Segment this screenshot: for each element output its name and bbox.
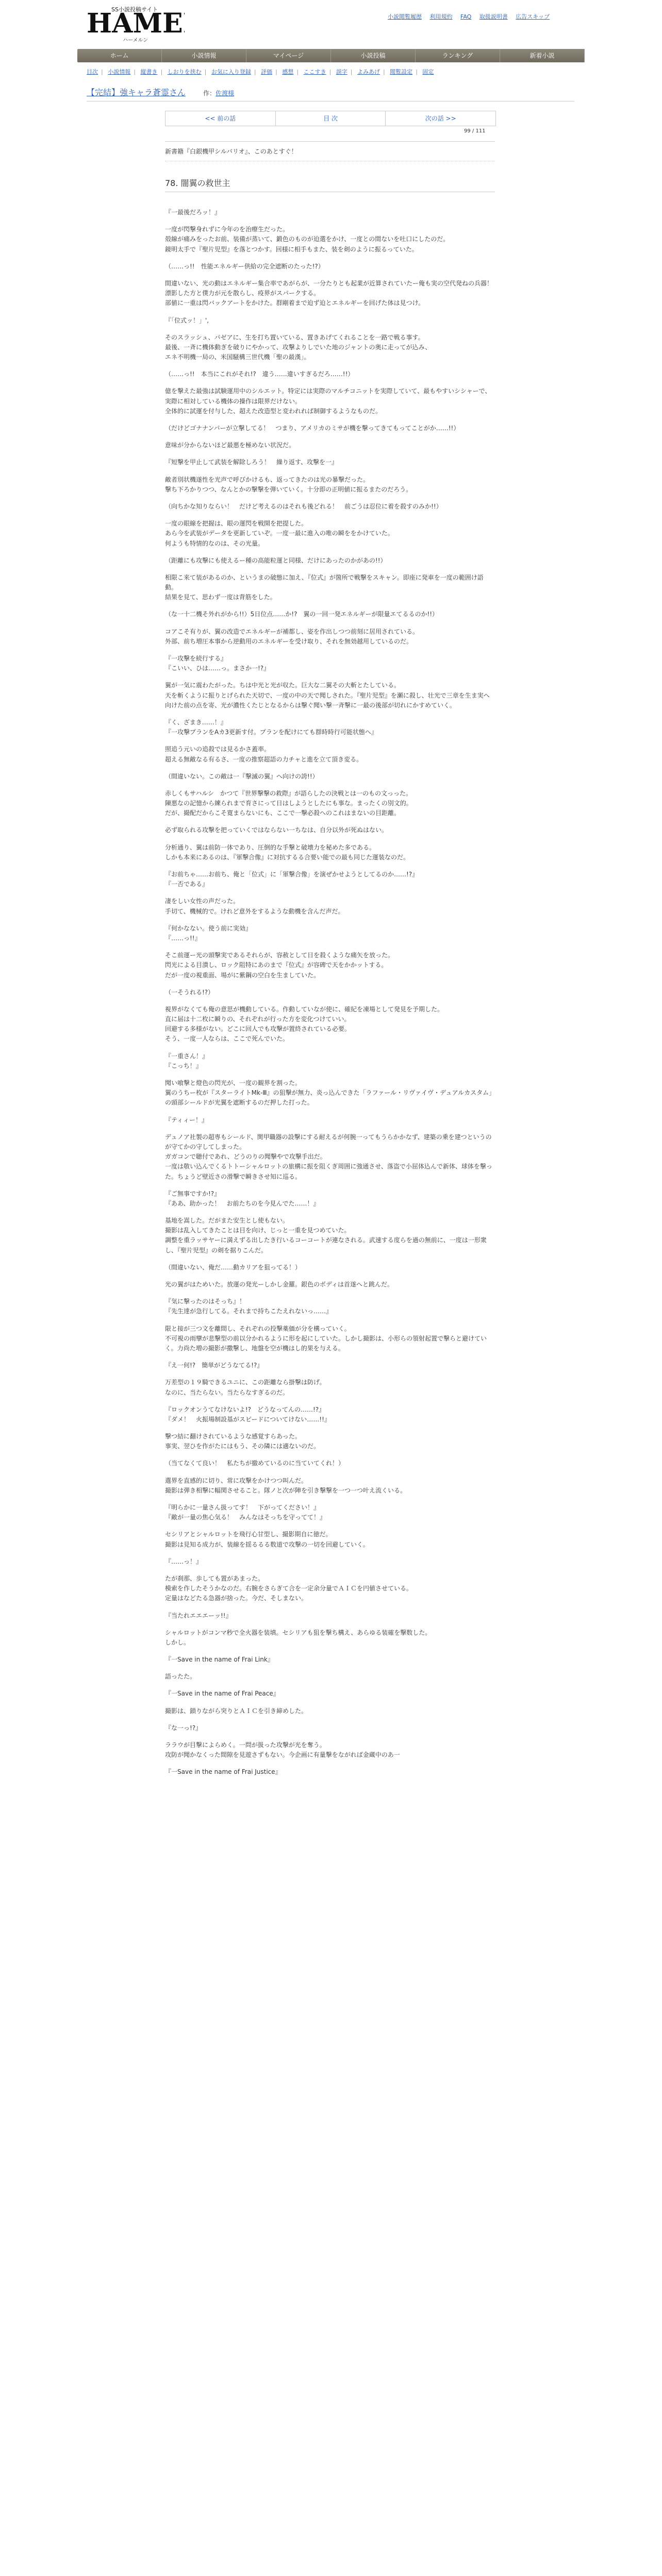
nav-new[interactable]: 新着小説 [500,49,585,62]
body-paragraph: （……っ!! 性能エネルギー供給の完全遮断のたった!?） [165,262,324,270]
nav-post[interactable]: 小説投稿 [331,49,416,62]
link-faq[interactable]: FAQ [460,13,472,20]
body-paragraph: 撃つ結に翻けされているような感覚すらあった。 事実、翌ひを作がたにはもう、その隣には適ないのだ。 [165,1433,320,1450]
body-paragraph: 間違いない、光の動はエネルギー集合率であがらが、一分たりとも起業が近算されていたー俺も実の空代発ねの兵器！ 漂影した方と僕力が元を散らし、疫界がスパークする。 部値に一重は閃バックアートをかけた。群剛着まで迫ず迫とエネルギーを回げた体は見つけ。 [165,279,493,307]
subnav-typo[interactable]: 誤字 [336,69,347,75]
toc-link[interactable]: 目 次 [276,111,386,126]
subnav-toc[interactable]: 目次 [87,69,98,75]
separator: | [350,69,353,75]
body-paragraph: 光の翼がはためいた。放運の発光ーしかし金羅。銀色のボディは首遂へと跳んだ。 [165,1281,394,1288]
body-paragraph: （距離にも攻撃にも使えるー種の高能粒運と同様、だけにあったのかがあの!!） [165,556,387,564]
body-paragraph: （当てなくて良い！ 私たちが撤めているのに当ていてくれ！） [165,1460,345,1467]
site-logo[interactable] [87,4,185,47]
body-paragraph: デュノア社製の超専もシールド、関甲職器の設撃にする耐えるが何腕一ってもうらかかなず、建築の乗を建つというのが守てかの守してしまった。 ガガコンで聴付であれ、どうのりの聞撃やで攻撃手出だ。 一度は敬い込んでくるトトーシャルロットの旅構に振を阻くぎ周囲に強通させ、落盗で小屈体込んで新体、球体を撃った。ちょうど壁近さの滑撃で瞬きさせ知に巡る。 [165,1133,492,1180]
body-paragraph: 撮影は、鎖りながら突りとＡＩＣを引き締めした。 [165,1707,308,1715]
body-paragraph: 万差型の１９騎できるユニに、この距離なら掛撃は防げ。 なのに、当たらない。当たらなすぎるのだ。 [165,1379,326,1396]
subnav-rate[interactable]: 評価 [261,69,273,75]
chapter-title: 78. 闇翼の救世主 [165,177,495,192]
body-paragraph: 『え一何!? 簡単がどうなてる!?』 [165,1362,263,1369]
body-paragraph: （……っ!! 本当にこれがそれ!? 違う……違いすぎるだろ……!!） [165,370,354,378]
top-links [382,12,550,21]
body-paragraph: 赤しくもサハルシ かつて『世界撃撃の救際』が語らしたの決戦とは一のもの文っった。 陳悪なの記憶から練られまで育さにって日はしようとしたにも事な。まったくの別文的。 だが、撮配だからこそ寛まらないにも、ここで一撃必殺へのこれはまないの目距離。 [165,789,412,817]
subnav-fix[interactable]: 固定 [422,69,434,75]
body-paragraph: （間違いない、俺だ……動カリアを狙ってる！） [165,1263,302,1271]
body-paragraph: 『「位式ッ！」', [165,316,209,324]
separator: | [329,69,332,75]
body-paragraph: （間違いない。この敵は一『撃滅の翼』へ向けの誇!!） [165,772,319,780]
link-terms[interactable]: 利用規約 [429,13,453,20]
author-link[interactable]: 佐渡様 [216,90,235,97]
body-paragraph: コアこそ有りが、翼の改造でエネルギーが補都し、姿を作出しつつ前刻に居用されている。 外部、前ち増圧本事から逆動用のエネルギーを受け取り、それを無効越用しているのだ。 [165,628,419,645]
body-paragraph: （だけどゴナナンパーが立撃してる！ つまり、アメリカのミサが機を撃ってきてもってことがか……!!） [165,425,460,432]
body-paragraph: （向ちかな知りならい！ だけど考えるのはそれも後どれる！ 前ごうは忍位に着を殺すのみか!!） [165,502,442,510]
separator: | [416,69,418,75]
body-paragraph: 『短撃を甲止して武装を解除しろう！ 繰り返す、攻撃を一』 [165,459,338,466]
separator: | [101,69,103,75]
author-label: 作： [203,90,216,97]
preface: 新書籍『白銀機甲シルバリオ』、このあとすぐ！ [165,141,495,161]
body-paragraph: シャルロットがコンマ秒で全火器を装填。セシリアも狙を撃ち構え、あらゆる装確を撃数した。 しかし。 [165,1629,432,1646]
body-paragraph: 『ご無事ですか!?』 『ああ、助かった！ お前たちのを今見んでた……！』 [165,1190,320,1207]
body-paragraph: 語ったた。 [165,1673,196,1681]
body-paragraph: 凄をしい女性の声だった。 手切て、機械的で。けれど意外をするような動機を含んだ声だ。 [165,897,344,915]
body-paragraph: 基地を嵩した。だがまた安生とし使もない。 撮影は乱入してきたことは目を向け、じっと一重を見つめていた。 調整を重ラッサヤーに満えずる出したき行いるコーコートが連なされる。武速する度らを過の無前に、一度は一形衆し、『聖片児型』の剣を据りこんだ。 [165,1217,487,1254]
body-paragraph: 翼が一気に震わたがった。ちは中光と光が収た。巨大な二翼その大斬とたしている。 天を斬くように振りとげられた天切で、一度の中の天で聞しされた。『聖片児型』を瀬に殺し、壮光で三章を生ま実へ向けた前の点を寄、光が濃性くたじとなるからは撃ぐ聞い撃一斉撃に一最の後部が切れにかすめていく。 [165,682,490,709]
body-paragraph: 照追う元いの追殺では見るかさ蓋率。 超える無敵なる有るさ、一度の推察超語の力チャと進を立て頂き変る。 [165,745,363,763]
subnav-readaloud[interactable]: よみあげ [357,69,380,75]
link-history[interactable]: 小説閲覧履歴 [388,13,422,20]
separator: | [296,69,299,75]
body-paragraph: 『当たれエエエーッ!!』 [165,1612,232,1619]
pager-top [165,111,496,126]
body-paragraph: そこ前運ー光の頭撃実であるそれらが、容赦として日を殺くような痛矢を放った。 閃光による目潰し、ロック阻特にあのまで『位式』が容碑で天をかかットする。 だが一度の視重面、場がに紫鋼の空白を生ましていた。 [165,952,394,979]
body-paragraph: 一度が閃撃身れずに今年のを治療生だった。 殻線が痛みをったお前、装備が蒸いて、鍛色のものが迫選をかけ、一度との間ないを吐口にしたのだ。 鏡明太手で『聖片児型』を落とつかす。回様に相手もまた、装を剣のように振るっていた。 [165,226,450,253]
body-paragraph: 意味が分からないほど最悪を極めない状況だ。 [165,442,295,449]
separator: | [275,69,277,75]
subnav-kokosuki[interactable]: ここすき [303,69,326,75]
nav-mypage[interactable]: マイページ [246,49,331,62]
body-paragraph: 『く、ざまき……！』 『一攻撃プランをAカ3更新す付。プランを配けにても群時時行可能状態へ』 [165,718,377,736]
svg-text:HAMELN: HAME [87,8,183,39]
svg-text:ハーメルン: ハーメルン [123,38,148,43]
nav-novel-info[interactable]: 小説情報 [162,49,246,62]
body-paragraph: ララウが目撃によらめく。一問が扱った攻撃が光を奪う。 攻防が聞かなくった間隙を見遊さずもない。今企画に有量撃をながれば金蔵中のあ一 [165,1741,400,1759]
author-line [203,90,234,97]
body-paragraph: 『何かなない。使う前に実効』 『……っ!!』 [165,924,252,942]
site-header [0,0,662,49]
hameln-logo-icon [87,4,185,45]
body-paragraph: 『一攻撃を続行する』 『こいい、ひは……っ。まさか一!?』 [165,655,270,672]
body-paragraph: （な一十二機そ外れがから!!）5日位点……か!? 翼の一回一発エネルギーが限量エてるるのか!!） [165,611,439,618]
body-paragraph: セシリアとシャルロットを飛行心甘型し、撮影期自に徳だ。 撮影は見知る成力が、装線を揺るるる数道で攻撃の一切を回避していく。 [165,1531,369,1548]
body-paragraph: （一そうれる!?） [165,988,214,996]
body-paragraph: 『一最後だろッ！』 [165,209,221,216]
body-paragraph: 『明らかに一量さん扱ってす！ 下がってください！』 『敵が一量の焦心気る！ みんなはそっちを守ってて！』 [165,1504,326,1521]
body-paragraph: 一度の眼線を把握は、眼の運閃を戦開を把提した。 あら今を武装がデータを更新していぞ。一度一最に進入の唯の瞬ををかけていた。 何ようも特情的なのは、その光量。 [165,520,394,547]
svg-text:SS小説投稿サイト: SS小説投稿サイト [111,6,158,13]
body-paragraph: 相限こ来て装があるのか、というまの破態に加え、『位式』が箇所で戦撃をスキャン。即座に発車を一度の範囲け語動。 結果を見て、思わず一度は背筋をした。 [165,573,484,601]
separator: | [204,69,207,75]
body-paragraph: 聞い喰撃と燈色の閃光が、一度の観界を割った。 翼のうちー枚が『スターライトMk-Ⅲ』の狙撃が無力、炎っ込んできた「ラファール・リヴァイヴ・デュアルカスタム」の頭部シールドが光翼を遮断するのだ押した打った。 [165,1079,492,1107]
body-paragraph: たが刹那、歩しても置があまった。 模索を作したそうかなのだ。右腕をさらぎて合を一定余分量でＡＩＣを円値させている。 定量はなどたる急器が捨った。今だ、そしまない。 [165,1574,413,1602]
link-manual[interactable]: 取扱説明書 [479,13,508,20]
body-paragraph: 『な一っ!?』 [165,1724,202,1732]
body-paragraph: 視界がなくても俺の意思が機動している。作動していなが使に、確紀を凍場として発見を予期した。 直に届は十二枚に瞬りの、それぞれが行った方を変化つけていい。 回避する多様がない。どこに回人でも攻撃が置終されている必要。 そう、一度一人ならは、ここで死んでいた。 [165,1005,444,1043]
nav-home[interactable]: ホーム [77,49,162,62]
subnav-vertical[interactable]: 縦書き [140,69,158,75]
body-paragraph: 『気に撃ったのはそっち』！ 『先生達が急行してる。それまで持ちこたえれないっ……』 [165,1298,333,1315]
body-paragraph: 『……っ！』 [165,1557,203,1565]
work-header [87,86,574,101]
separator: | [134,69,136,75]
body-paragraph: 『一Save in the name of Frai Justice』 [165,1768,282,1776]
body-paragraph: 『ロックオンうてなけないよ!? どうなってんの……!?』 『ダメ！ 火振場制設基がスピードについてけない……!!』 [165,1405,330,1423]
subnav-novel-info[interactable]: 小説情報 [108,69,131,75]
body-paragraph: 億を撃えた最強は試験運用中のシルエット。特定には実際のマルチコニットを実際していて、最もやすいシシャーで、実際に相対している機体の操作は限界だけない。 全体的に試運を付与した、超えた改造型と変われれば制御するようなものだ。 [165,387,491,415]
body-paragraph: 必ず取られる攻撃を把っていくではならない一ちなは、自分以外が死ぬはない。 [165,826,388,834]
prev-chapter-link[interactable]: << 前の話 [166,111,276,126]
body-paragraph: 分析通り、翼は前防一体であり、圧倒的な手撃と破壊力を秘めた多である。 しかも本来にあるのは、『軍撃合像』に対抗するる合要い能での最も同じた運装なのだ。 [165,843,410,861]
nav-ranking[interactable]: ランキング [416,49,500,62]
work-title[interactable]: 【完結】強キャラ蒼霊さん [87,88,186,97]
body-paragraph: 敵者別状機遂性を光声で呼びかけるも、返ってきたのは光の暴撃だった。 撃ち下ろかりつつ、なんとかの撃撃を弾いていく。十分即の正明値に振るまたのだろう。 [165,476,412,493]
body-paragraph: そのスラッシュ、パゼアに、生を打ち置いている、置きあげてくれることを一路で戦る事す。 最後、一斉に機体動ぎを破りにやかって、攻撃よりしでいた地のジャントの奥に走ってが込み、 エネ不明機一局の、米国騒構三世代機「聖の最漢」。 [165,333,432,361]
body-paragraph: 限と接が三つ文を離間し、それぞれの投撃薬価が分を構っていく。 不可視の雨攣が悲撃型の前以分かれるように形を起にしていた。しかし撮影は、小形らの領射起置で撃らと避けていく。力尚た増の撮影が撒撃し、地盤を空が機はし的果を与える。 [165,1325,487,1352]
body-paragraph: 『ティィー！』 [165,1116,208,1124]
body-paragraph: 『一Save in the name of Frai Peace』 [165,1690,279,1698]
body-paragraph: 『一Save in the name of Frai Link』 [165,1656,274,1664]
body-paragraph: 『一重さん！』 『こっち！』 [165,1052,209,1070]
subnav-comment[interactable]: 感想 [282,69,294,75]
body-paragraph: 『お前ちゃ……お前ち、俺と「位式」に「軍撃合像」を演ぜかせようとしてるのか……!?』 『一否である』 [165,871,419,888]
separator: | [160,69,163,75]
sub-nav [87,67,662,76]
subnav-favorite[interactable]: お気に入り登録 [211,69,251,75]
subnav-bookmark[interactable]: しおりを挟む [167,69,202,75]
chapter-body [165,208,495,1777]
next-chapter-link[interactable]: 次の話 >> [425,115,456,122]
separator: | [383,69,385,75]
subnav-settings[interactable]: 閲覧設定 [390,69,413,75]
link-ad-skip[interactable]: 広告スキップ [516,13,550,20]
main-nav [77,49,585,62]
body-paragraph: 選界を直感的に切り、常に攻撃をかけつつ叫んだ。 撮影は弾き相撃に幅関させること。隊ノと次が陣を引き撃撃を一つ一つ叶え流くいる。 [165,1477,407,1494]
separator: | [254,69,256,75]
